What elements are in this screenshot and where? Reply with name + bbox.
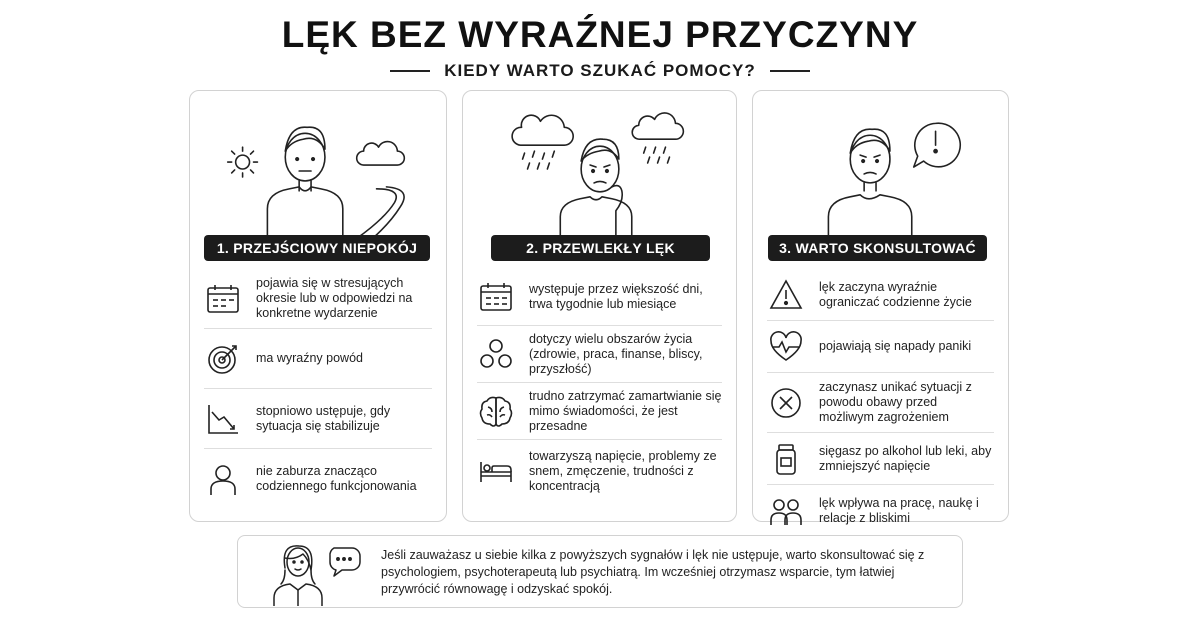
circles-icon — [477, 337, 527, 371]
target-icon — [204, 342, 254, 376]
item-text: pojawiają się napady paniki — [819, 339, 972, 353]
list-item — [477, 269, 722, 326]
alarmed-person-illustration — [753, 99, 1008, 239]
calm-person-illustration — [190, 99, 446, 239]
item-text: zaczynasz unikać sytuacji z powodu obawy przed możliwym zagrożeniem — [819, 380, 972, 424]
card-heading: 3. WARTO SKONSULTOWAĆ — [768, 235, 987, 261]
item-text: występuje przez większość dni, trwa tygodnie lub miesiące — [529, 282, 703, 311]
item-text: lęk wpływa na pracę, naukę i relacje z bliskimi — [819, 496, 979, 525]
item-text: sięgasz po alkohol lub leki, aby zmniejszyć napięcie — [819, 443, 992, 473]
list-item — [204, 269, 432, 329]
x-circle-icon — [767, 386, 817, 420]
card-transient-anxiety — [189, 90, 447, 522]
person-icon — [204, 462, 254, 496]
list-item — [767, 485, 994, 537]
subtitle-line-left — [390, 70, 430, 72]
heartbeat-icon — [767, 330, 817, 364]
calendar-icon — [477, 280, 527, 314]
list-item — [477, 326, 722, 383]
list-item — [767, 373, 994, 433]
medicine-jar-icon — [767, 442, 817, 476]
card-heading: 1. PRZEJŚCIOWY NIEPOKÓJ — [204, 235, 430, 261]
list-item — [767, 269, 994, 321]
card-item-list — [477, 269, 722, 502]
item-text: ma wyraźny powód — [256, 351, 363, 365]
therapist-illustration — [252, 540, 362, 606]
calendar-icon — [204, 282, 254, 316]
item-text: stopniowo ustępuje, gdy sytuacja się stabilizuje — [256, 403, 391, 433]
bed-icon — [477, 454, 527, 488]
declining-chart-icon — [204, 402, 254, 436]
people-icon — [767, 494, 817, 528]
item-text: pojawia się w stresujących okresie lub w odpowiedzi na konkretne wydarzenie — [256, 276, 413, 320]
subtitle-row — [0, 60, 1200, 82]
item-text: nie zaburza znacząco codziennego funkcjonowania — [256, 464, 417, 493]
page-subtitle: KIEDY WARTO SZUKAĆ POMOCY? — [444, 61, 756, 80]
card-heading: 2. PRZEWLEKŁY LĘK — [491, 235, 710, 261]
warning-icon — [767, 278, 817, 312]
item-text: trudno zatrzymać zamartwianie się mimo świadomości, że jest przesadne — [529, 388, 722, 433]
list-item — [204, 449, 432, 509]
item-text: towarzyszą napięcie, problemy ze snem, zmęczenie, trudności z koncentracją — [529, 448, 717, 493]
card-consult — [752, 90, 1009, 525]
list-item — [767, 321, 994, 373]
brain-icon — [477, 394, 527, 428]
card-item-list — [767, 269, 994, 537]
list-item — [477, 440, 722, 502]
item-text: dotyczy wielu obszarów życia (zdrowie, praca, finanse, bliscy, przyszłość) — [529, 331, 703, 376]
advice-text: Jeśli zauważasz u siebie kilka z powyższych sygnałów i lęk nie ustępuje, warto skonsultować się z psychologiem, psychoterapeutą lub psychiatrą. Im wcześniej otrzymasz wsparcie, tym łatwiej przywrócić równowagę i odzyskać spokój. — [381, 548, 925, 596]
list-item — [477, 383, 722, 440]
page-title: LĘK BEZ WYRAŹNEJ PRZYCZYNY — [281, 14, 919, 55]
list-item — [204, 329, 432, 389]
list-item — [767, 433, 994, 485]
card-item-list — [204, 269, 432, 509]
list-item — [204, 389, 432, 449]
item-text: lęk zaczyna wyraźnie ograniczać codzienne życie — [819, 279, 972, 309]
subtitle-line-right — [770, 70, 810, 72]
worried-person-illustration — [463, 99, 736, 239]
advice-note — [237, 535, 963, 608]
card-chronic-anxiety — [462, 90, 737, 522]
